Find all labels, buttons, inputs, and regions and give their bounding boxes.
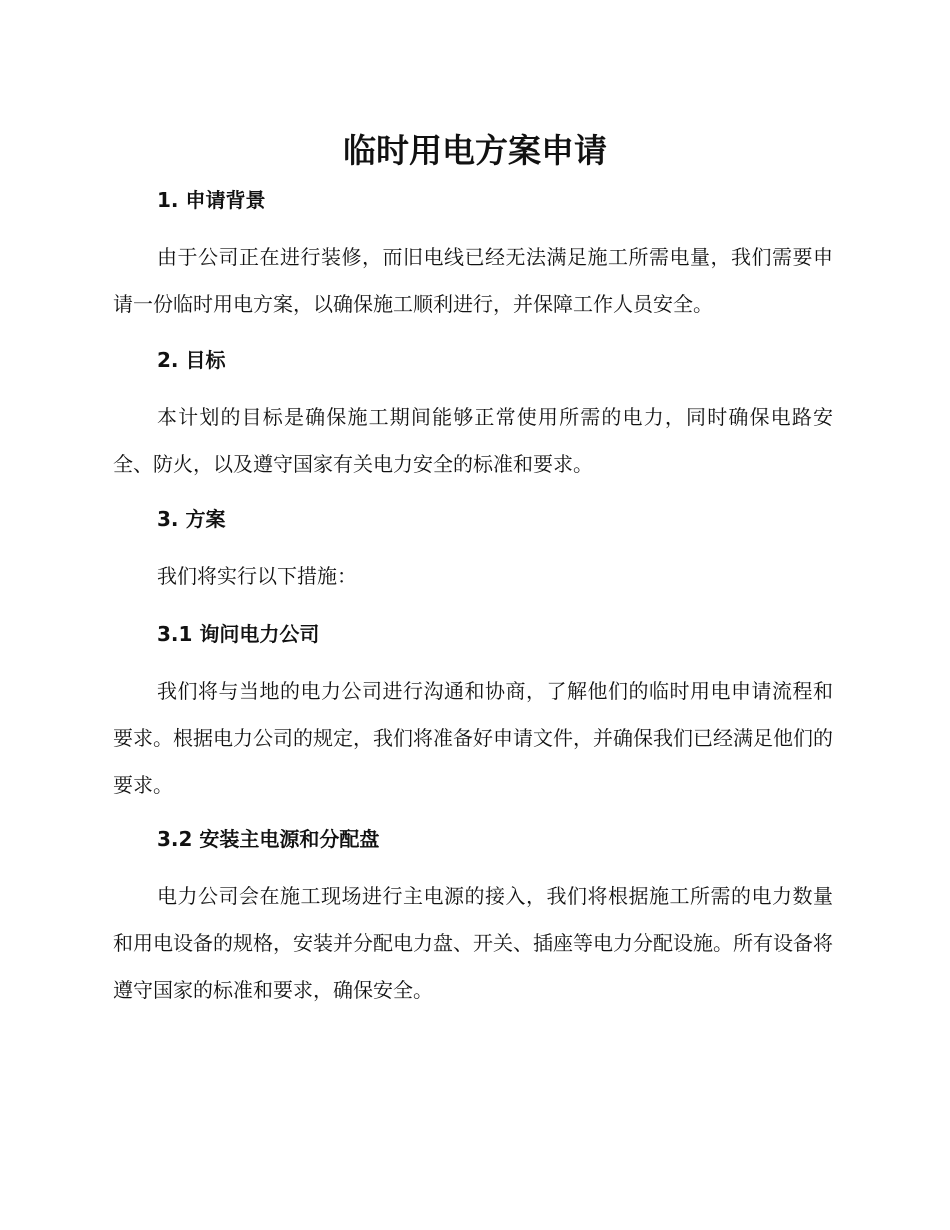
section-body-install: 电力公司会在施工现场进行主电源的接入，我们将根据施工所需的电力数量和用电设备的规格，安装并分配电力盘、开关、插座等电力分配设施。所有设备将遵守国家的标准和要求，确保安全。 (113, 884, 833, 1002)
section-heading-inquiry: 3.1 询问电力公司 (157, 622, 320, 646)
section-heading-goal: 2. 目标 (157, 348, 226, 372)
section-body-plan: 我们将实行以下措施： (157, 564, 357, 588)
section-body-background: 由于公司正在进行装修，而旧电线已经无法满足施工所需电量，我们需要申请一份临时用电方案，以确保施工顺利进行，并保障工作人员安全。 (113, 245, 833, 316)
document-title: 临时用电方案申请 (343, 131, 607, 170)
section-heading-plan: 3. 方案 (157, 507, 226, 531)
section-heading-install: 3.2 安装主电源和分配盘 (157, 827, 380, 851)
section-body-goal: 本计划的目标是确保施工期间能够正常使用所需的电力，同时确保电路安全、防火，以及遵守国家有关电力安全的标准和要求。 (113, 405, 833, 476)
section-heading-background: 1. 申请背景 (157, 188, 266, 212)
section-body-inquiry: 我们将与当地的电力公司进行沟通和协商，了解他们的临时用电申请流程和要求。根据电力公司的规定，我们将准备好申请文件，并确保我们已经满足他们的要求。 (113, 679, 833, 797)
